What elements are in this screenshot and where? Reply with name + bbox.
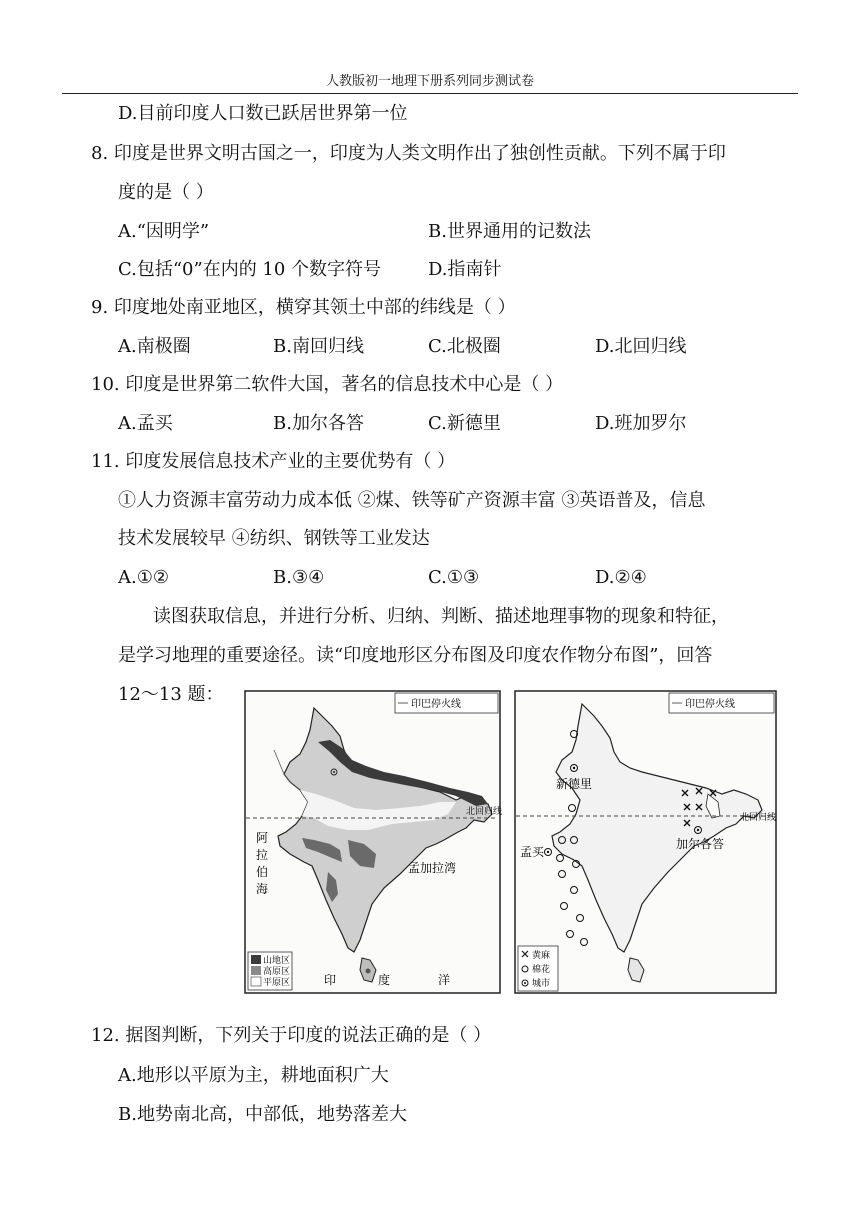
crop-map — [515, 691, 776, 993]
india-maps-figure — [244, 690, 778, 994]
indian-ocean-char: 度 — [378, 973, 391, 987]
q11-stem: 11. 印度发展信息技术产业的主要优势有（ ） — [91, 451, 456, 472]
q8-option-c: C.包括“0”在内的 10 个数字符号 — [118, 259, 382, 280]
arabian-sea-char: 阿 — [256, 831, 269, 845]
q9-option-c: C.北极圈 — [428, 336, 501, 357]
legend-label-mountain: 山地区 — [263, 956, 291, 966]
q8-option-a: A.“因明学” — [118, 221, 210, 242]
q11-statements: ①人力资源丰富劳动力成本低 ②煤、铁等矿产资源丰富 ③英语普及，信息 — [118, 490, 706, 511]
legend-swatch-mountain — [251, 955, 261, 964]
q11-option-d: D.②④ — [595, 567, 647, 588]
q10-option-d: D.班加罗尔 — [595, 413, 687, 434]
ceasefire-legend-left: 印巴停火线 — [411, 699, 461, 710]
q10-option-b: B.加尔各答 — [273, 413, 364, 434]
q9-option-b: B.南回归线 — [273, 336, 364, 357]
q11-option-c: C.①③ — [428, 567, 480, 588]
q12-option-a: A.地形以平原为主，耕地面积广大 — [118, 1065, 389, 1086]
q10-stem: 10. 印度是世界第二软件大国，著名的信息技术中心是（ ） — [91, 374, 564, 395]
tropic-label-right: 北回归线 — [740, 813, 777, 823]
q8-option-d: D.指南针 — [428, 259, 502, 280]
q7-option-d: D.目前印度人口数已跃居世界第一位 — [118, 103, 408, 124]
city-label-mumbai: 孟买 — [520, 845, 545, 859]
q11-statements-cont: 技术发展较早 ④纺织、钢铁等工业发达 — [118, 528, 430, 549]
q8-stem-cont: 度的是（ ） — [118, 182, 214, 203]
city-label-kolkata: 加尔各答 — [676, 837, 725, 851]
q12-option-b: B.地势南北高，中部低，地势落差大 — [118, 1104, 407, 1125]
page-header: 人教版初一地理下册系列同步测试卷 — [325, 74, 534, 89]
legend-swatch-plain — [251, 977, 261, 986]
terrain-map — [245, 691, 502, 993]
legend-label-city: 城市 — [532, 979, 551, 989]
legend-label-plateau: 高原区 — [263, 967, 291, 977]
q12-stem: 12. 据图判断，下列关于印度的说法正确的是（ ） — [91, 1025, 492, 1046]
q11-option-b: B.③④ — [273, 567, 325, 588]
city-label-new-delhi: 新德里 — [556, 777, 593, 791]
header-rule — [62, 93, 798, 94]
q8-stem: 8. 印度是世界文明古国之一，印度为人类文明作出了独创性贡献。下列不属于印 — [91, 143, 726, 164]
q9-option-a: A.南极圈 — [118, 336, 191, 357]
legend-label-plain: 平原区 — [263, 978, 291, 988]
tropic-label-left: 北回归线 — [466, 807, 503, 817]
intro-line-3: 12～13 题： — [118, 684, 224, 705]
legend-swatch-plateau — [251, 966, 261, 975]
q10-option-a: A.孟买 — [118, 413, 173, 434]
bay-of-bengal-label: 孟加拉湾 — [408, 861, 457, 875]
q8-option-b: B.世界通用的记数法 — [428, 221, 591, 242]
legend-label-cotton: 棉花 — [532, 965, 551, 975]
arabian-sea-char: 伯 — [256, 865, 269, 879]
arabian-sea-char: 海 — [256, 882, 269, 896]
indian-ocean-char: 印 — [324, 973, 337, 987]
q9-option-d: D.北回归线 — [595, 336, 687, 357]
indian-ocean-char: 洋 — [438, 973, 451, 987]
legend-label-jute: 黄麻 — [532, 951, 551, 961]
intro-line-2: 是学习地理的重要途径。读“印度地形区分布图及印度农作物分布图”，回答 — [118, 645, 713, 666]
arabian-sea-char: 拉 — [256, 848, 269, 862]
q9-stem: 9. 印度地处南亚地区，横穿其领土中部的纬线是（ ） — [91, 297, 516, 318]
ceasefire-legend-right: 印巴停火线 — [685, 699, 735, 710]
q10-option-c: C.新德里 — [428, 413, 501, 434]
q11-option-a: A.①② — [118, 567, 169, 588]
intro-line-1: 读图获取信息，并进行分析、归纳、判断、描述地理事物的现象和特征， — [153, 606, 729, 627]
